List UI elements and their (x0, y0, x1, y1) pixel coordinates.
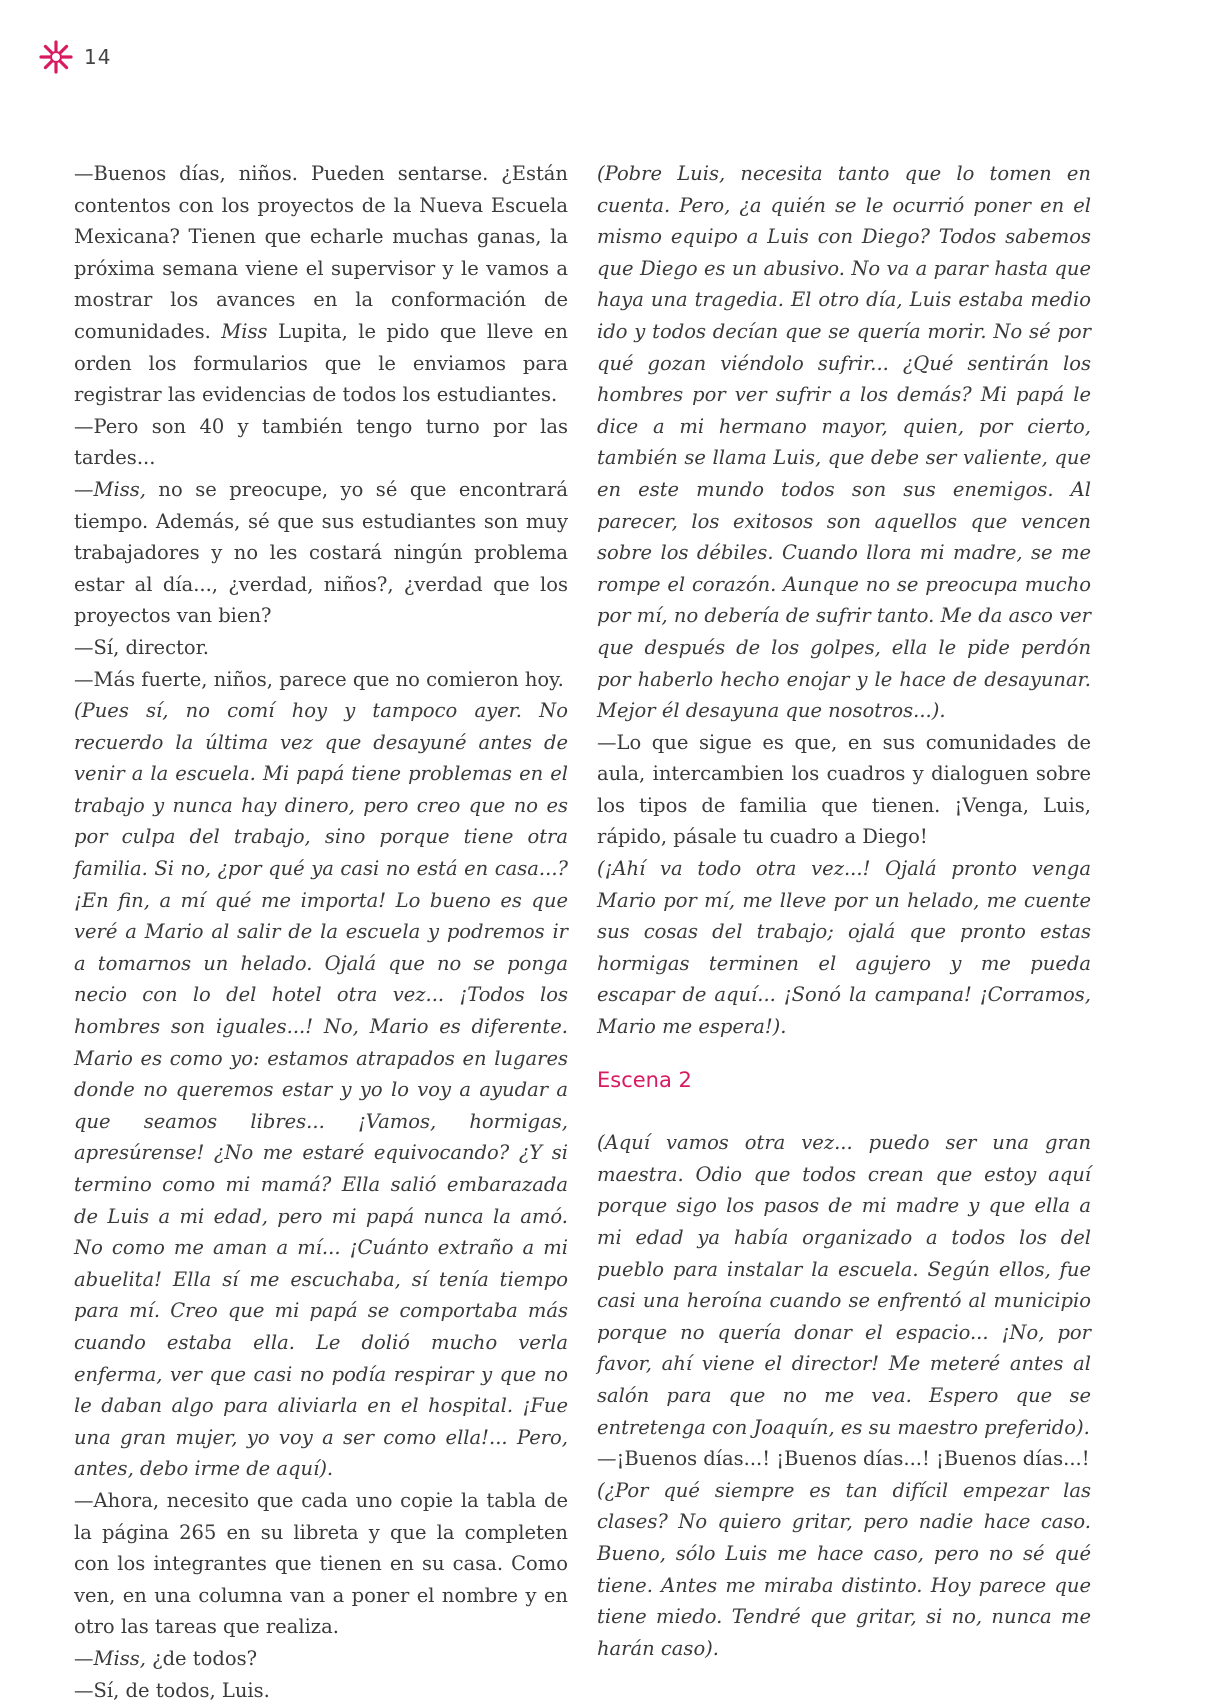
scene-heading: Escena 2 (597, 1065, 1091, 1097)
paragraph: —Más fuerte, niños, parece que no comieron hoy. (74, 664, 568, 696)
inner-monologue: (Aquí vamos otra vez... puedo ser una gran maestra. Odio que todos crean que estoy aquí porque sigo los pasos de mi madre y que ella a mi edad ya había organizado a todos los del pueblo para instalar la escuela. Según ellos, fue casi una heroína cuando se enfrentó al municipio porque no quería donar el espacio... ¡No, por favor, ahí viene el director! Me meteré antes al salón para que no me vea. Espero que se entretenga con Joaquín, es su maestro preferido). (597, 1127, 1091, 1443)
page-number: 14 (84, 45, 111, 69)
paragraph: —Sí, de todos, Luis. (74, 1675, 568, 1706)
inner-monologue: (Pobre Luis, necesita tanto que lo tomen en cuenta. Pero, ¿a quién se le ocurrió poner en el mismo equipo a Luis con Diego? Todos sabemos que Diego es un abusivo. No va a parar hasta que haya una tragedia. El otro día, Luis estaba medio ido y todos decían que se quería morir. No sé por qué gozan viéndolo sufrir... ¿Qué sentirán los hombres por ver sufrir a los demás? Mi papá le dice a mi hermano mayor, quien, por cierto, también se llama Luis, que debe ser valiente, que en este mundo todos son sus enemigos. Al parecer, los exitosos son aquellos que vencen sobre los débiles. Cuando llora mi madre, se me rompe el corazón. Aunque no se preocupa mucho por mí, no debería de sufrir tanto. Me da asco ver que después de los golpes, ella le pide perdón por haberlo hecho enojar y le hace de desayunar. Mejor él desayuna que nosotros...). (597, 158, 1091, 727)
inner-monologue: (Pues sí, no comí hoy y tampoco ayer. No recuerdo la última vez que desayuné antes de venir a la escuela. Mi papá tiene problemas en el trabajo y nunca hay dinero, pero creo que no es por culpa del trabajo, sino porque tiene otra familia. Si no, ¿por qué ya casi no está en casa...? ¡En fin, a mí qué me importa! Lo bueno es que veré a Mario al salir de la escuela y podremos ir a tomarnos un helado. Ojalá que no se ponga necio con lo del hotel otra vez... ¡Todos los hombres son iguales...! No, Mario es diferente. Mario es como yo: estamos atrapados en lugares donde no queremos estar y yo lo voy a ayudar a que seamos libres... ¡Vamos, hormigas, apresúrense! ¿No me estaré equivocando? ¿Y si termino como mi mamá? Ella salió embarazada de Luis a mi edad, pero mi papá nunca la amó. No como me aman a mí... ¡Cuánto extraño a mi abuelita! Ella sí me escuchaba, sí tenía tiempo para mí. Creo que mi papá se comportaba más cuando estaba ella. Le dolió mucho verla enferma, ver que casi no podía respirar y que no le daban algo para aliviarla en el hospital. ¡Fue una gran mujer, yo voy a ser como ella!... Pero, antes, debo irme de aquí). (74, 695, 568, 1485)
paragraph: —Sí, director. (74, 632, 568, 664)
inner-monologue: (¡Ahí va todo otra vez...! Ojalá pronto venga Mario por mí, me lleve por un helado, me cuente sus cosas del trabajo; ojalá que pronto estas hormigas terminen el agujero y me pueda escapar de aquí... ¡Sonó la campana! ¡Corramos, Mario me espera!). (597, 853, 1091, 1043)
paragraph: —Ahora, necesito que cada uno copie la tabla de la página 265 en su libreta y que la completen con los integrantes que tienen en su casa. Como ven, en una columna van a poner el nombre y en otro las tareas que realiza. (74, 1485, 568, 1643)
paragraph: —Lo que sigue es que, en sus comunidades de aula, intercambien los cuadros y dialoguen sobre los tipos de familia que tienen. ¡Venga, Luis, rápido, pásale tu cuadro a Diego! (597, 727, 1091, 853)
paragraph: —Miss, ¿de todos? (74, 1643, 568, 1675)
left-column (74, 158, 568, 1706)
paragraph: —Miss, no se preocupe, yo sé que encontrará tiempo. Además, sé que sus estudiantes son muy trabajadores y no les costará ningún problema estar al día..., ¿verdad, niños?, ¿verdad que los proyectos van bien? (74, 474, 568, 632)
inner-monologue: (¿Por qué siempre es tan difícil empezar las clases? No quiero gritar, pero nadie hace caso. Bueno, sólo Luis me hace caso, pero no sé qué tiene. Antes me miraba distinto. Hoy parece que tiene miedo. Tendré que gritar, si no, nunca me harán caso). (597, 1475, 1091, 1665)
paragraph: —¡Buenos días...! ¡Buenos días...! ¡Buenos días...! (597, 1443, 1091, 1475)
flower-asterisk-icon (38, 39, 74, 75)
paragraph: —Pero son 40 y también tengo turno por las tardes... (74, 411, 568, 474)
paragraph: —Buenos días, niños. Pueden sentarse. ¿Están contentos con los proyectos de la Nueva Escuela Mexicana? Tienen que echarle muchas ganas, la próxima semana viene el supervisor y le vamos a mostrar los avances en la conformación de comunidades. Miss Lupita, le pido que lleve en orden los formularios que le enviamos para registrar las evidencias de todos los estudiantes. (74, 158, 568, 411)
page-header (38, 40, 111, 74)
right-column (597, 158, 1091, 1664)
